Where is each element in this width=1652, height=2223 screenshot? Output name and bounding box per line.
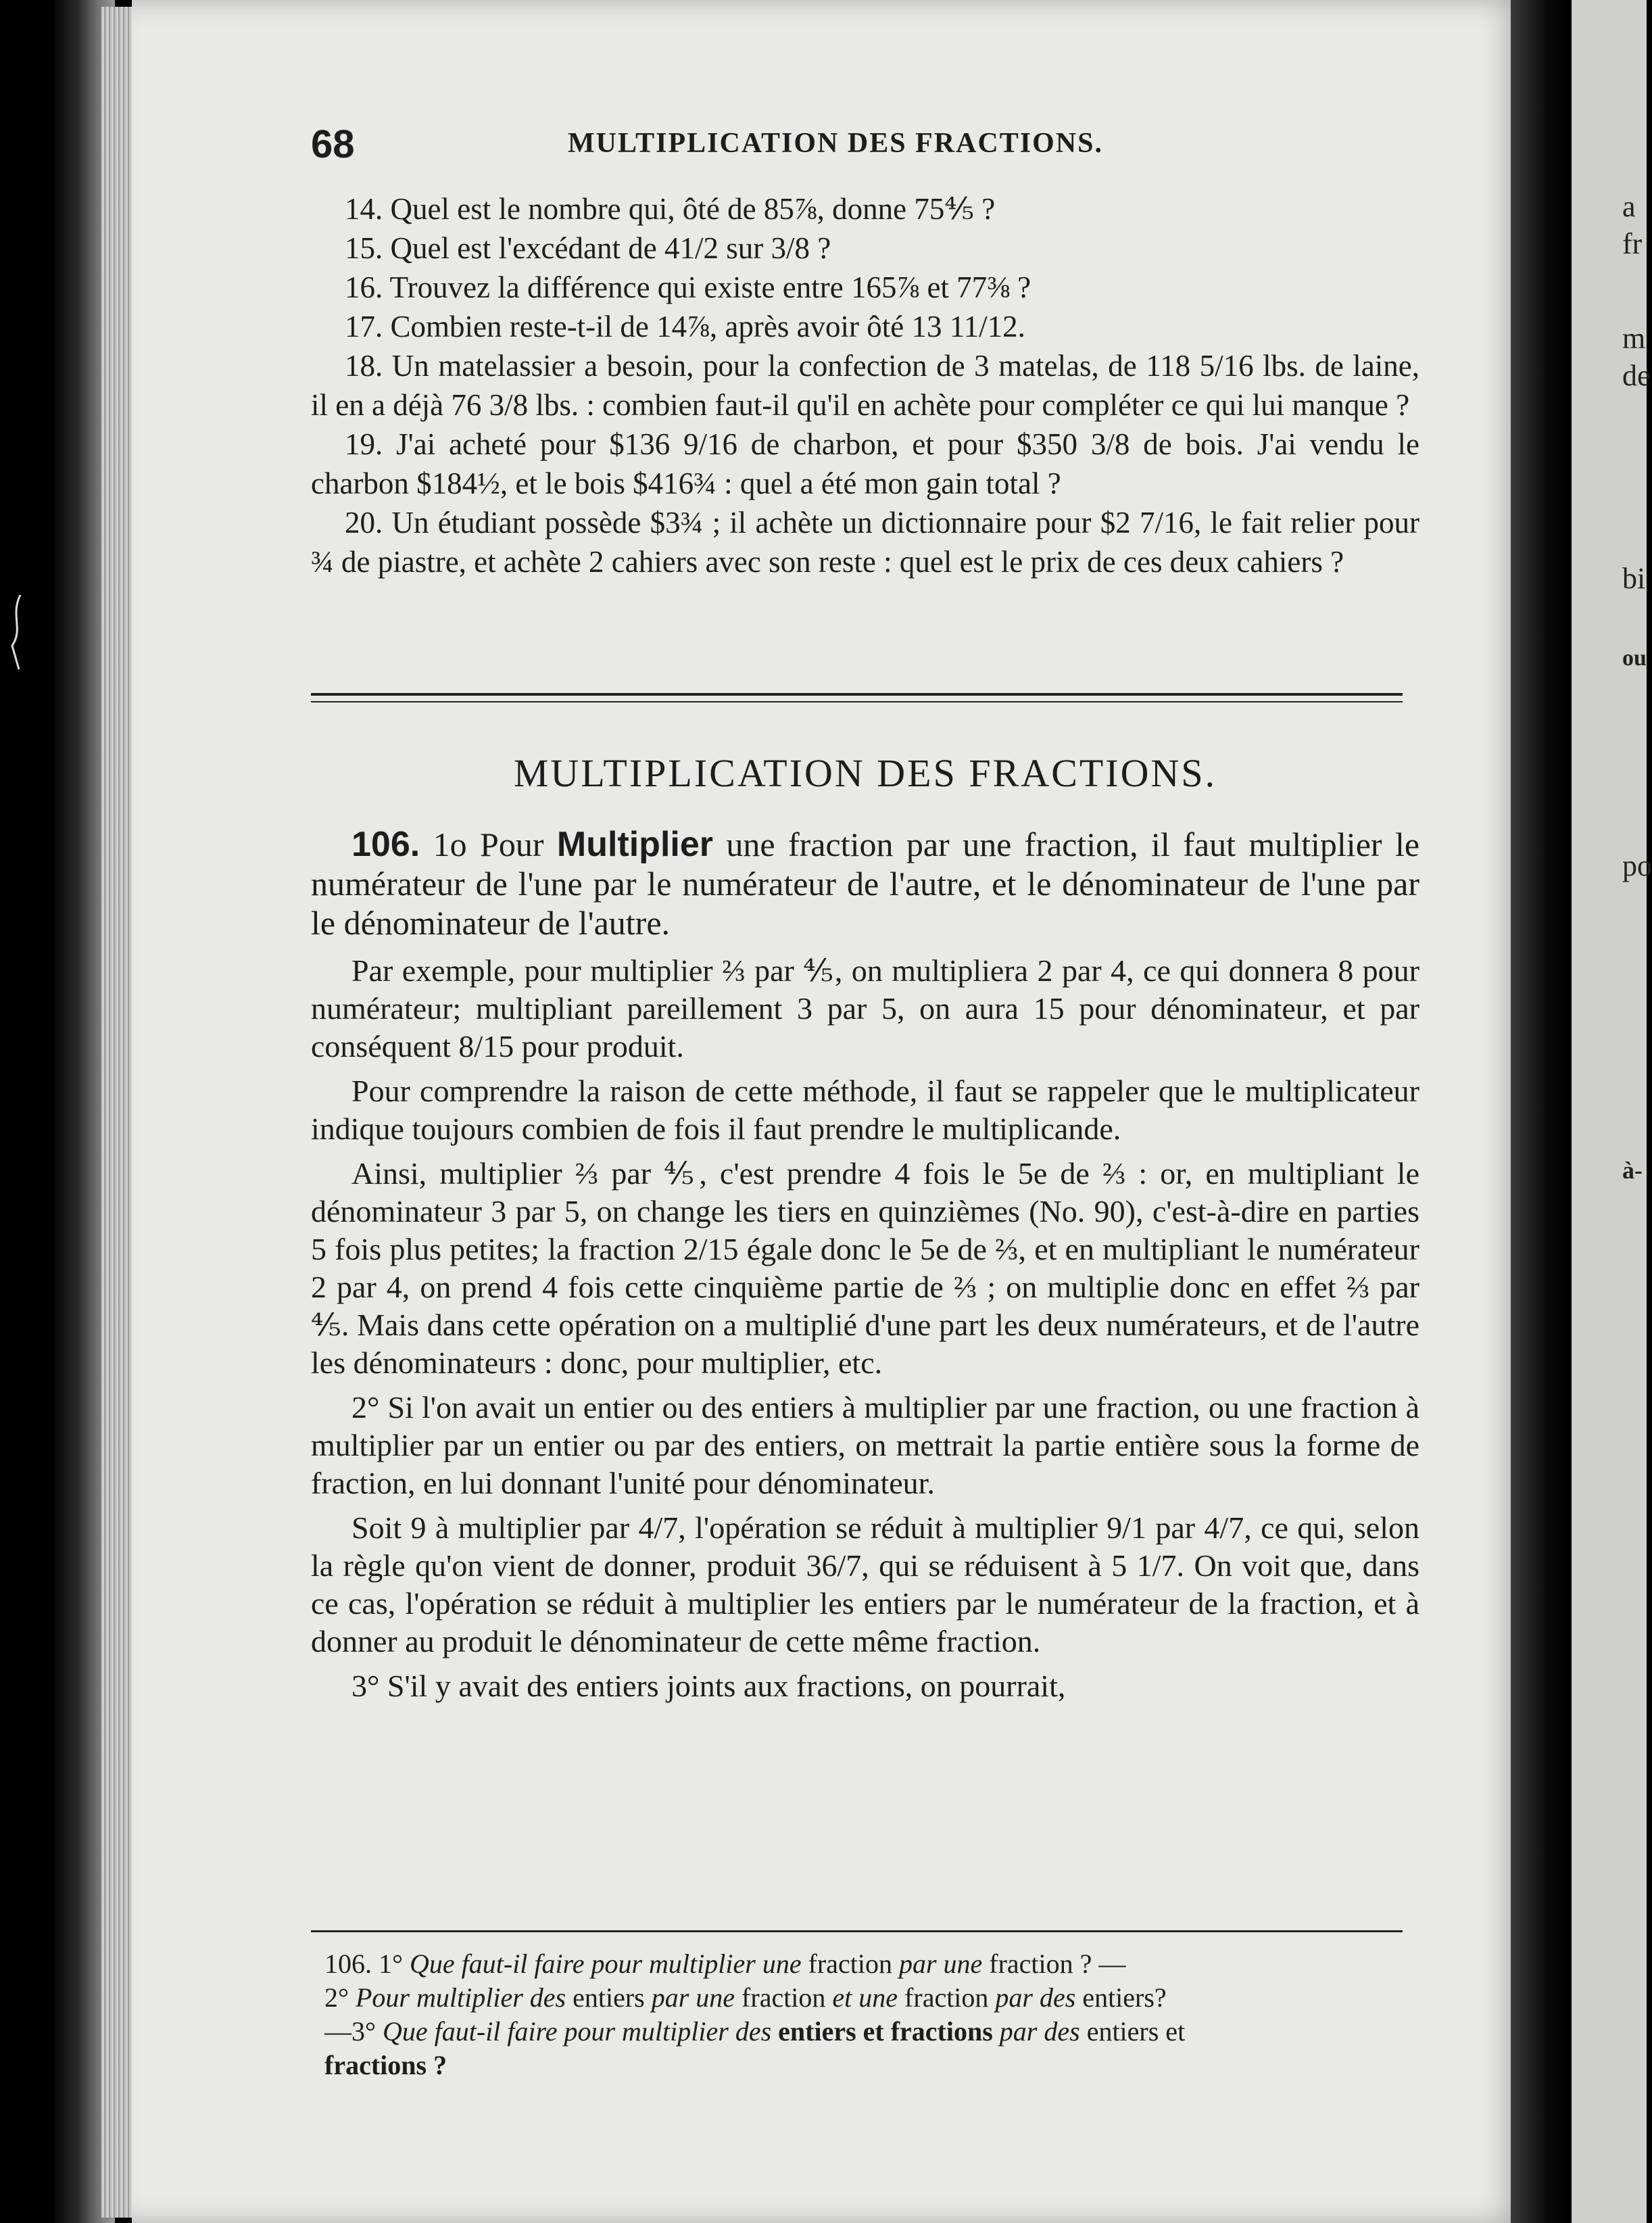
next-page-fragment: bi — [1622, 562, 1646, 595]
section-body — [311, 825, 1419, 1712]
running-title: MULTIPLICATION DES FRACTIONS. — [568, 128, 1103, 159]
footnote-text: Pour multiplier des — [356, 1982, 566, 2013]
footnote — [324, 1947, 1419, 2082]
next-page-fragment: m — [1622, 322, 1646, 355]
exercise-item: 14. Quel est le nombre qui, ôté de 85⅞, donne 75⅘ ? — [345, 192, 996, 226]
footnote-text: fraction ? — — [989, 1949, 1126, 1979]
footnote-text: Que faut-il faire pour multiplier des — [383, 2016, 772, 2047]
footnote-text: 2° — [324, 1982, 349, 2013]
footnote-text: entiers — [573, 1982, 645, 2013]
footnote-text: entiers et — [1086, 2016, 1186, 2047]
section-title: MULTIPLICATION DES FRACTIONS. — [513, 751, 1217, 795]
footnote-text: par une — [651, 1982, 735, 2013]
footnote-text: fractions ? — [324, 2050, 447, 2080]
page-header — [311, 122, 1419, 169]
body-paragraph: Soit 9 à multiplier par 4/7, l'opération se réduit à multiplier 9/1 par 4/7, ce qui, selon la règle qu'on vient de donner, produit 36/7, qui se réduisent à 5 1/7. On voit que, dans ce cas, l'opération se réduit à multiplier les entiers par le numérateur de la fraction, et à donner au produit le dénominateur de cette même fraction. — [311, 1510, 1419, 1658]
body-paragraph: Pour comprendre la raison de cette méthode, il faut se rappeler que le multiplicateur indique toujours combien de fois il faut prendre le multiplicande. — [311, 1074, 1419, 1146]
footnote-text: fraction — [904, 1982, 989, 2013]
exercise-item: 20. Un étudiant possède $3¾ ; il achète un dictionnaire pour $2 7/16, le fait relier pour ¾ de piastre, et achète 2 cahiers avec son reste : quel est le prix de ces deux cahiers ? — [311, 506, 1419, 579]
margin-mark — [7, 595, 27, 669]
footnote-line — [324, 2049, 1419, 2082]
footnote-line — [324, 2015, 1419, 2049]
footnote-text: Que faut-il faire pour multiplier une — [410, 1949, 802, 1979]
footnote-text: par une — [898, 1949, 983, 1979]
body-paragraph: Par exemple, pour multiplier ⅔ par ⅘, on multipliera 2 par 4, ce qui donnera 8 pour numérateur; multipliant pareillement 3 par 5, on aura 15 pour dénominateur, et par conséquent 8/15 pour produit. — [311, 953, 1419, 1063]
rule-lead: 1o Pour — [433, 826, 544, 863]
next-page-fragment: à- — [1622, 1157, 1643, 1184]
body-paragraph: Ainsi, multiplier ⅔ par ⅘, c'est prendre 4 fois le 5e de ⅔ : or, en multipliant le dénominateur 3 par 5, on change les tiers en quinzièmes (No. 90), c'est-à-dire en parties 5 fois plus petites; la fraction 2/15 égale donc le 5e de ⅔, et en multipliant le numérateur 2 par 4, on prend 4 fois cette cinquième partie de ⅔ ; on multiplie donc en effet ⅔ par ⅘. Mais dans cette opération on a multiplié d'une part les deux numérateurs, et de l'autre les dénominateurs : donc, pour multiplier, etc. — [311, 1156, 1419, 1380]
exercise-item: 15. Quel est l'excédant de 41/2 sur 3/8 ? — [345, 231, 831, 265]
section-divider — [311, 693, 1403, 696]
footnote-text: entiers? — [1082, 1982, 1167, 2013]
book-gutter — [1511, 0, 1572, 2223]
footnote-text: —3° — [324, 2016, 376, 2047]
rule-keyword: Multiplier — [556, 825, 713, 864]
footnote-line — [324, 1981, 1419, 2015]
section-divider — [311, 701, 1403, 702]
footnote-text: 106. 1° — [324, 1949, 403, 1979]
page-number: 68 — [311, 122, 355, 166]
next-page-fragment: fr — [1622, 227, 1643, 260]
footnote-line — [324, 1947, 1419, 1981]
rule-number: 106. — [351, 825, 420, 864]
next-page-fragment: ou — [1622, 646, 1647, 671]
footnote-text: fraction — [742, 1982, 826, 2013]
exercise-item: 16. Trouvez la différence qui existe entre 165⅞ et 77⅜ ? — [345, 270, 1031, 304]
rule-text: une fraction par une fraction, il faut multiplier le numérateur de l'une par le numérateur de l'autre, et le dénominateur de l'une par le dénominateur de l'autre. — [311, 826, 1420, 942]
body-paragraph: 2° Si l'on avait un entier ou des entiers à multiplier par une fraction, ou une fraction à multiplier par un entier ou par des entiers, on mettrait la partie entière sous la forme de fraction, en lui donnant l'unité pour dénominateur. — [311, 1390, 1419, 1500]
next-page-fragment: de — [1622, 359, 1651, 392]
footnote-text: par des — [999, 2016, 1080, 2047]
footnote-text: par des — [995, 1982, 1076, 2013]
footnote-text: entiers et fractions — [778, 2016, 993, 2047]
footnote-text: fraction — [808, 1949, 892, 1979]
exercise-list — [311, 189, 1419, 581]
exercise-item: 18. Un matelassier a besoin, pour la confection de 3 matelas, de 118 5/16 lbs. de laine, il en a déjà 76 3/8 lbs. : combien faut-il qu'il en achète pour compléter ce qui lui manque ? — [311, 349, 1419, 422]
footnote-text: et une — [832, 1982, 898, 2013]
rule-paragraph — [311, 825, 1419, 942]
exercise-item: 17. Combien reste-t-il de 14⅞, après avoir ôté 13 11/12. — [345, 310, 1025, 343]
exercise-item: 19. J'ai acheté pour $136 9/16 de charbon, et pour $350 3/8 de bois. J'ai vendu le charbon $184½, et le bois $416¾ : quel a été mon gain total ? — [311, 427, 1419, 500]
next-page-fragment: po — [1622, 849, 1652, 882]
next-page-fragment: a — [1622, 190, 1636, 223]
body-paragraph: 3° S'il y avait des entiers joints aux fractions, on pourrait, — [351, 1669, 1066, 1703]
footnote-divider — [311, 1930, 1403, 1932]
